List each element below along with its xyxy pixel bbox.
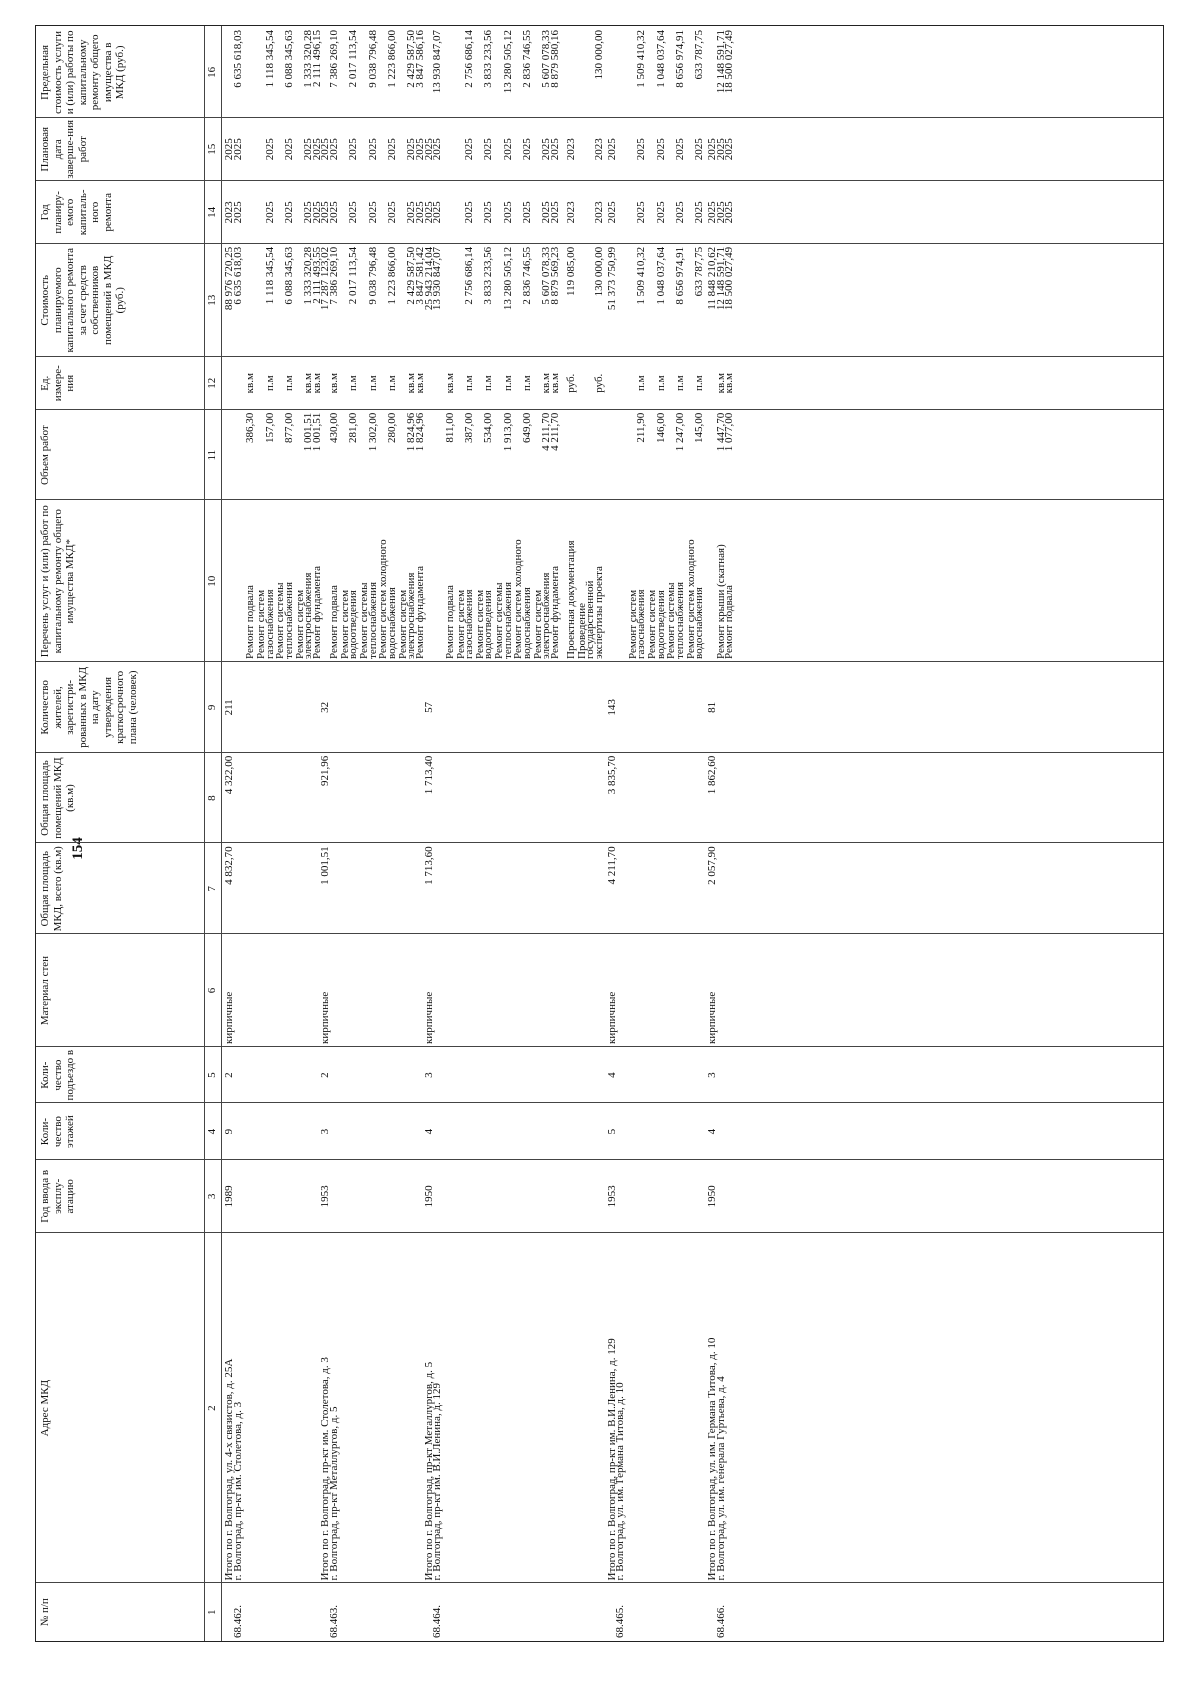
column-header: Общая площадь помещений МКД (кв.м) <box>39 757 76 839</box>
column-number: 4 <box>206 1128 218 1135</box>
cell-col-10: электроснабжения <box>540 572 553 659</box>
cell-col-14: 2025 <box>521 201 534 224</box>
cell-col-10: Ремонт систем <box>473 589 486 659</box>
cell-col-12: руб. <box>564 373 577 393</box>
column-number: 6 <box>206 987 218 994</box>
cell-col-11: 1 001,51 <box>310 412 323 452</box>
cell-col-16: 2 836 746,55 <box>521 30 534 88</box>
cell-col-1: 68.462. <box>231 1605 244 1638</box>
cell-col-12: п.м <box>521 375 534 392</box>
cell-col-10: Ремонт систем холодного <box>512 539 525 659</box>
cell-col-14: 2023 <box>592 201 605 224</box>
cell-col-14: 2025 <box>714 201 727 224</box>
column-number: 8 <box>206 795 218 801</box>
cell-col-13: 5 607 078,33 <box>540 246 553 305</box>
cell-col-12: п.м <box>366 375 379 392</box>
cell-col-15: 2025 <box>319 138 332 161</box>
cell-col-10: Ремонт систем <box>396 589 409 659</box>
cell-col-3: 1950 <box>706 1185 718 1208</box>
cell-col-16: 1 223 866,00 <box>385 30 398 88</box>
column-header: Количество жителей, зарегистри-рованных в МКД на дату утверждения краткосрочного плана (человек) <box>39 666 139 748</box>
cell-col-10: Ремонт подвала <box>443 585 456 659</box>
cell-col-10: Проектная документация <box>564 540 577 659</box>
cell-col-10: Ремонт системы <box>274 582 287 659</box>
cell-col-14: 2025 <box>706 201 718 224</box>
column-header: Коли-чество подъездо в <box>39 1049 76 1101</box>
cell-col-13: 6 088 345,63 <box>282 246 295 305</box>
cell-col-12: п.м <box>693 375 706 392</box>
cell-col-11: 534,00 <box>482 412 495 444</box>
cell-col-14: 2025 <box>366 201 379 224</box>
cell-col-12: п.м <box>635 375 648 392</box>
cell-col-14: 2025 <box>422 201 435 224</box>
cell-col-15: 2025 <box>654 138 667 161</box>
cell-col-4: 3 <box>319 1128 332 1135</box>
cell-col-15: 2025 <box>482 138 495 161</box>
cell-col-10: Ремонт систем <box>626 589 639 659</box>
cell-col-2: Итого по г. Волгоград, пр-кт им. Столетова, д. 3 <box>319 1357 332 1581</box>
cell-col-10: газоснабжения <box>263 589 276 659</box>
cell-col-10: теплоснабжения <box>674 582 687 659</box>
cell-col-11: 211,90 <box>635 412 648 443</box>
cell-col-10: водоснабжения <box>521 587 534 659</box>
cell-col-10: государственной <box>584 580 597 659</box>
column-header: Год планиру-емого капиталь-ного ремонта <box>39 189 114 236</box>
cell-col-7: 1 713,60 <box>422 846 435 885</box>
cell-col-15: 2025 <box>674 138 687 161</box>
cell-col-14: 2025 <box>540 201 553 224</box>
cell-col-11: 811,00 <box>443 412 456 443</box>
cell-col-11: 1 077,00 <box>723 412 736 452</box>
cell-col-10: Ремонт крыши (скатная) <box>714 544 727 659</box>
cell-col-13: 3 833 233,56 <box>482 246 495 305</box>
cell-col-5: 3 <box>422 1072 435 1078</box>
cell-col-16: 2 756 686,14 <box>463 30 476 88</box>
cell-col-16: 13 930 847,07 <box>431 30 444 94</box>
cell-col-16: 1 333 320,28 <box>302 30 315 88</box>
cell-col-13: 18 500 027,49 <box>723 246 736 311</box>
cell-col-4: 4 <box>422 1128 435 1135</box>
column-number: 3 <box>206 1193 218 1200</box>
cell-col-14: 2025 <box>605 201 618 224</box>
cell-col-9: 143 <box>605 699 618 716</box>
cell-col-11: 1 302,00 <box>366 412 379 452</box>
cell-col-10: Проведение <box>575 603 588 659</box>
cell-col-12: п.м <box>282 375 295 392</box>
cell-col-14: 2025 <box>231 201 244 224</box>
cell-col-14: 2023 <box>223 201 235 224</box>
cell-col-10: водоотведения <box>482 590 495 659</box>
cell-col-13: 6 635 618,03 <box>231 246 244 305</box>
cell-col-13: 1 118 345,54 <box>263 246 276 305</box>
cell-col-3: 1953 <box>319 1185 332 1208</box>
cell-col-10: водоотведения <box>347 590 360 659</box>
cell-col-14: 2025 <box>319 201 332 224</box>
cell-col-14: 2025 <box>635 201 648 224</box>
cell-col-13: 12 148 591,71 <box>714 246 727 311</box>
cell-col-6: кирпичные <box>605 991 618 1044</box>
cell-col-12: п.м <box>385 375 398 392</box>
cell-col-10: теплоснабжения <box>282 582 295 659</box>
column-header: Стоимость планируемого капитального ремонта за счет средств собственников помещений в МКД (руб.) <box>39 247 126 353</box>
cell-col-9: 211 <box>223 699 235 716</box>
column-header: Плановая дата заверше-ния работ <box>39 119 89 179</box>
cell-col-16: 633 787,75 <box>693 30 706 80</box>
cell-col-13: 633 787,75 <box>693 246 706 297</box>
cell-col-11: 387,00 <box>463 412 476 444</box>
column-header: Коли-чество этажей <box>39 1115 76 1148</box>
cell-col-15: 2025 <box>328 138 341 161</box>
cell-col-11: 877,00 <box>282 412 295 444</box>
cell-col-14: 2025 <box>405 201 418 224</box>
cell-col-15: 2025 <box>385 138 398 161</box>
cell-col-8: 1 862,60 <box>706 755 718 795</box>
cell-col-10: водоснабжения <box>693 587 706 659</box>
cell-col-13: 17 287 123,02 <box>319 246 332 311</box>
cell-col-1: 68.466. <box>714 1605 727 1638</box>
cell-col-10: Ремонт подвала <box>244 585 257 659</box>
cell-col-12: п.м <box>347 375 360 392</box>
cell-col-7: 4 832,70 <box>223 846 235 885</box>
cell-col-2: г. Волгоград, ул. им. Германа Титова, д. 10 <box>614 1382 627 1581</box>
cell-col-11: 281,00 <box>347 412 360 444</box>
cell-col-14: 2025 <box>548 201 561 224</box>
cell-col-15: 2025 <box>347 138 360 161</box>
cell-col-3: 1953 <box>605 1185 618 1208</box>
cell-col-15: 2025 <box>302 138 315 161</box>
cell-col-10: Ремонт систем холодного <box>684 539 697 659</box>
cell-col-13: 11 848 210,62 <box>706 246 718 310</box>
cell-col-13: 1 048 037,64 <box>654 246 667 305</box>
cell-col-10: Ремонт фундамента <box>413 565 426 659</box>
column-header: Общая площадь МКД, всего (кв.м) <box>39 846 64 932</box>
cell-col-12: п.м <box>482 375 495 392</box>
cell-col-5: 2 <box>223 1072 235 1078</box>
cell-col-16: 2 111 496,15 <box>310 30 323 87</box>
cell-col-11: 1 247,00 <box>674 412 687 452</box>
cell-col-16: 13 280 505,12 <box>501 30 514 94</box>
cell-col-16: 1 509 410,32 <box>635 30 648 88</box>
column-number: 5 <box>206 1072 218 1078</box>
cell-col-10: Ремонт системы <box>665 582 678 659</box>
cell-col-2: г. Волгоград, пр-кт Металлургов, д. 5 <box>328 1406 341 1581</box>
cell-col-15: 2025 <box>405 138 418 161</box>
column-header: Материал стен <box>39 955 51 1026</box>
cell-col-11: 146,00 <box>654 412 667 444</box>
column-header: Ед. измере-ния <box>39 365 76 402</box>
cell-col-16: 1 118 345,54 <box>263 30 276 88</box>
cell-col-12: кв.м <box>405 373 418 394</box>
cell-col-10: газоснабжения <box>635 589 648 659</box>
cell-col-15: 2025 <box>282 138 295 161</box>
cell-col-12: кв.м <box>244 373 257 394</box>
cell-col-16: 2 429 587,50 <box>405 30 418 88</box>
cell-col-10: экспертизы проекта <box>592 566 605 659</box>
cell-col-14: 2025 <box>282 201 295 224</box>
cell-col-14: 2025 <box>723 201 736 224</box>
cell-col-10: Ремонт систем холодного <box>377 539 390 659</box>
cell-col-2: Итого по г. Волгоград, ул. им. Германа Титова, д. 10 <box>706 1337 718 1581</box>
cell-col-11: 1 001,51 <box>302 412 315 452</box>
cell-col-10: теплоснабжения <box>366 582 379 659</box>
column-number: 13 <box>206 294 218 306</box>
cell-col-15: 2025 <box>548 138 561 161</box>
cell-col-13: 2 836 746,55 <box>521 246 534 305</box>
cell-col-16: 6 088 345,63 <box>282 30 295 88</box>
cell-col-16: 130 000,00 <box>592 30 605 80</box>
cell-col-4: 4 <box>706 1128 718 1135</box>
cell-col-8: 4 322,00 <box>223 755 235 795</box>
cell-col-12: кв.м <box>723 373 736 394</box>
cell-col-6: кирпичные <box>422 991 435 1044</box>
cell-col-10: водоотведения <box>654 590 667 659</box>
column-number: 1 <box>206 1609 218 1615</box>
cell-col-12: п.м <box>263 375 276 392</box>
cell-col-12: кв.м <box>328 373 341 394</box>
column-number: 12 <box>206 377 218 389</box>
cell-col-10: Ремонт систем <box>646 589 659 659</box>
cell-col-15: 2025 <box>310 138 323 161</box>
cell-col-16: 2 017 113,54 <box>347 30 360 88</box>
cell-col-11: 1 447,70 <box>714 412 727 452</box>
cell-col-15: 2025 <box>231 138 244 161</box>
cell-col-16: 12 148 591,71 <box>714 30 727 94</box>
cell-col-9: 32 <box>319 701 332 713</box>
cell-col-13: 2 756 686,14 <box>463 246 476 305</box>
cell-col-16: 6 635 618,03 <box>231 30 244 88</box>
cell-col-12: кв.м <box>540 373 553 394</box>
cell-col-15: 2025 <box>723 138 736 161</box>
cell-col-13: 13 930 847,07 <box>431 246 444 311</box>
cell-col-13: 8 656 974,91 <box>674 246 687 305</box>
cell-col-13: 3 847 581,42 <box>413 246 426 305</box>
column-number: 11 <box>206 449 218 461</box>
cell-col-16: 7 386 269,10 <box>328 30 341 88</box>
cell-col-12: п.м <box>463 375 476 392</box>
cell-col-2: Итого по г. Волгоград, пр-кт им. В.И.Ленина, д. 129 <box>605 1338 618 1581</box>
page-number: 154 <box>70 837 86 860</box>
cell-col-13: 9 038 796,48 <box>366 246 379 305</box>
cell-col-15: 2025 <box>501 138 514 161</box>
column-number: 16 <box>206 66 218 78</box>
cell-col-15: 2025 <box>463 138 476 161</box>
cell-col-14: 2025 <box>302 201 315 224</box>
cell-col-8: 3 835,70 <box>605 755 618 795</box>
cell-col-14: 2025 <box>482 201 495 224</box>
cell-col-10: водоснабжения <box>385 587 398 659</box>
cell-col-12: кв.м <box>413 373 426 394</box>
column-header: № п/п <box>39 1598 51 1627</box>
cell-col-12: кв.м <box>548 373 561 394</box>
column-header: Объем работ <box>39 425 51 485</box>
cell-col-13: 2 111 493,55 <box>310 246 323 304</box>
cell-col-12: кв.м <box>714 373 727 394</box>
cell-col-7: 2 057,90 <box>706 846 718 885</box>
cell-col-2: г. Волгоград, ул. им. генерала Гуртьева, д. 4 <box>714 1376 727 1581</box>
cell-col-12: руб. <box>592 373 605 393</box>
cell-col-11: 280,00 <box>385 412 398 444</box>
cell-col-16: 8 879 580,16 <box>548 30 561 88</box>
column-number: 14 <box>206 206 218 218</box>
cell-col-5: 4 <box>605 1072 618 1078</box>
cell-col-3: 1950 <box>422 1185 435 1208</box>
cell-col-10: газоснабжения <box>463 589 476 659</box>
cell-col-11: 386,30 <box>244 412 257 444</box>
cell-col-10: электроснабжения <box>405 572 418 659</box>
cell-col-12: кв.м <box>310 373 323 394</box>
cell-col-15: 2025 <box>635 138 648 161</box>
column-header: Перечень услуг и (или) работ по капитальному ремонту общего имущества МКД* <box>39 505 76 658</box>
cell-col-10: Ремонт системы <box>358 582 371 659</box>
cell-col-13: 1 509 410,32 <box>635 246 648 305</box>
cell-col-13: 51 373 750,99 <box>605 246 618 311</box>
cell-col-1: 68.464. <box>431 1605 444 1638</box>
cell-col-15: 2025 <box>605 138 618 161</box>
cell-col-11: 157,00 <box>263 412 276 444</box>
cell-col-11: 145,00 <box>693 412 706 444</box>
header-divider <box>221 26 222 1641</box>
cell-col-15: 2025 <box>223 138 235 161</box>
cell-col-10: Ремонт фундамента <box>310 565 323 659</box>
column-number: 9 <box>206 704 218 711</box>
cell-col-1: 68.465. <box>614 1605 627 1638</box>
cell-col-10: Ремонт подвала <box>328 585 341 659</box>
cell-col-16: 18 500 027,49 <box>723 30 736 94</box>
register-table <box>35 25 1164 1642</box>
cell-col-11: 649,00 <box>521 412 534 444</box>
cell-col-2: г. Волгоград, пр-кт им. Столетова, д. 3 <box>231 1401 244 1581</box>
cell-col-10: Ремонт систем <box>454 589 467 659</box>
cell-col-15: 2025 <box>540 138 553 161</box>
cell-col-4: 5 <box>605 1128 618 1135</box>
cell-col-12: п.м <box>654 375 667 392</box>
cell-col-12: кв.м <box>443 373 456 394</box>
cell-col-11: 1 824,96 <box>413 412 426 452</box>
cell-col-16: 1 048 037,64 <box>654 30 667 88</box>
cell-col-13: 88 976 720,25 <box>223 246 235 311</box>
column-header: Предельная стоимость услуги и (или) работы по капитальному ремонту общего имущества в МКД (руб.) <box>39 30 126 115</box>
cell-col-14: 2025 <box>463 201 476 224</box>
cell-col-2: Итого по г. Волгоград, пр-кт Металлургов, д. 5 <box>422 1361 435 1581</box>
cell-col-9: 57 <box>422 701 435 713</box>
cell-col-15: 2025 <box>263 138 276 161</box>
cell-col-15: 2025 <box>693 138 706 161</box>
cell-col-8: 921,96 <box>319 755 332 786</box>
column-number: 10 <box>206 575 218 587</box>
cell-col-3: 1989 <box>223 1185 235 1208</box>
cell-col-2: г. Волгоград, пр-кт им. В.И.Ленина, д. 129 <box>431 1382 444 1581</box>
cell-col-14: 2025 <box>501 201 514 224</box>
cell-col-15: 2023 <box>564 138 577 161</box>
cell-col-16: 5 607 078,33 <box>540 30 553 88</box>
cell-col-13: 8 879 569,23 <box>548 246 561 305</box>
cell-col-10: Ремонт систем <box>293 589 306 659</box>
cell-col-10: Ремонт систем <box>338 589 351 659</box>
cell-col-15: 2025 <box>714 138 727 161</box>
cell-col-16: 8 656 974,91 <box>674 30 687 88</box>
cell-col-9: 81 <box>706 701 718 713</box>
cell-col-11: 1 824,96 <box>405 412 418 452</box>
cell-col-1: 68.463. <box>328 1605 341 1638</box>
cell-col-14: 2025 <box>693 201 706 224</box>
cell-col-6: кирпичные <box>706 991 718 1044</box>
column-header: Адрес МКД <box>39 1379 51 1437</box>
cell-col-15: 2023 <box>592 138 605 161</box>
cell-col-10: Ремонт систем <box>531 589 544 659</box>
cell-col-13: 25 943 214,04 <box>422 246 435 311</box>
cell-col-5: 2 <box>319 1072 332 1078</box>
cell-col-13: 130 000,00 <box>592 246 605 297</box>
cell-col-14: 2025 <box>347 201 360 224</box>
cell-col-15: 2025 <box>706 138 718 161</box>
cell-col-13: 2 017 113,54 <box>347 246 360 305</box>
cell-col-14: 2025 <box>654 201 667 224</box>
cell-col-11: 1 913,00 <box>501 412 514 452</box>
cell-col-12: п.м <box>501 375 514 392</box>
cell-col-10: электроснабжения <box>302 572 315 659</box>
cell-col-11: 4 211,70 <box>548 412 561 451</box>
cell-col-6: кирпичные <box>223 991 235 1044</box>
cell-col-10: Ремонт систем <box>254 589 267 659</box>
cell-col-16: 3 847 586,16 <box>413 30 426 88</box>
cell-col-11: 430,00 <box>328 412 341 444</box>
cell-col-10: теплоснабжения <box>501 582 514 659</box>
cell-col-16: 3 833 233,56 <box>482 30 495 88</box>
cell-col-15: 2025 <box>422 138 435 161</box>
cell-col-11: 4 211,70 <box>540 412 553 451</box>
cell-col-13: 7 386 269,10 <box>328 246 341 305</box>
cell-col-13: 2 429 587,50 <box>405 246 418 305</box>
cell-col-10: Ремонт системы <box>493 582 506 659</box>
cell-col-16: 9 038 796,48 <box>366 30 379 88</box>
cell-col-5: 3 <box>706 1072 718 1078</box>
cell-col-14: 2023 <box>564 201 577 224</box>
cell-col-14: 2025 <box>263 201 276 224</box>
cell-col-14: 2025 <box>413 201 426 224</box>
cell-col-2: Итого по г. Волгоград, ул. 4-х связистов, д. 25А <box>223 1358 235 1581</box>
cell-col-7: 1 001,51 <box>319 846 332 885</box>
cell-col-14: 2025 <box>431 201 444 224</box>
cell-col-15: 2025 <box>521 138 534 161</box>
cell-col-15: 2025 <box>431 138 444 161</box>
column-number: 2 <box>206 1405 218 1411</box>
column-number: 15 <box>206 143 218 155</box>
column-header: Год ввода в эксплу-атацию <box>39 1169 76 1223</box>
column-number: 7 <box>206 886 218 892</box>
cell-col-10: Ремонт подвала <box>723 585 736 659</box>
cell-col-14: 2025 <box>328 201 341 224</box>
cell-col-12: п.м <box>674 375 687 392</box>
cell-col-7: 4 211,70 <box>605 846 618 885</box>
cell-col-4: 9 <box>223 1128 235 1135</box>
cell-col-14: 2025 <box>385 201 398 224</box>
cell-col-15: 2025 <box>413 138 426 161</box>
cell-col-8: 1 713,40 <box>422 755 435 795</box>
cell-col-13: 13 280 505,12 <box>501 246 514 311</box>
cell-col-13: 1 223 866,00 <box>385 246 398 305</box>
cell-col-15: 2025 <box>366 138 379 161</box>
cell-col-12: кв.м <box>302 373 315 394</box>
cell-col-13: 1 333 320,28 <box>302 246 315 305</box>
cell-col-13: 119 085,00 <box>564 246 577 296</box>
cell-col-6: кирпичные <box>319 991 332 1044</box>
cell-col-14: 2025 <box>310 201 323 224</box>
cell-col-14: 2025 <box>674 201 687 224</box>
cell-col-10: Ремонт фундамента <box>548 565 561 659</box>
